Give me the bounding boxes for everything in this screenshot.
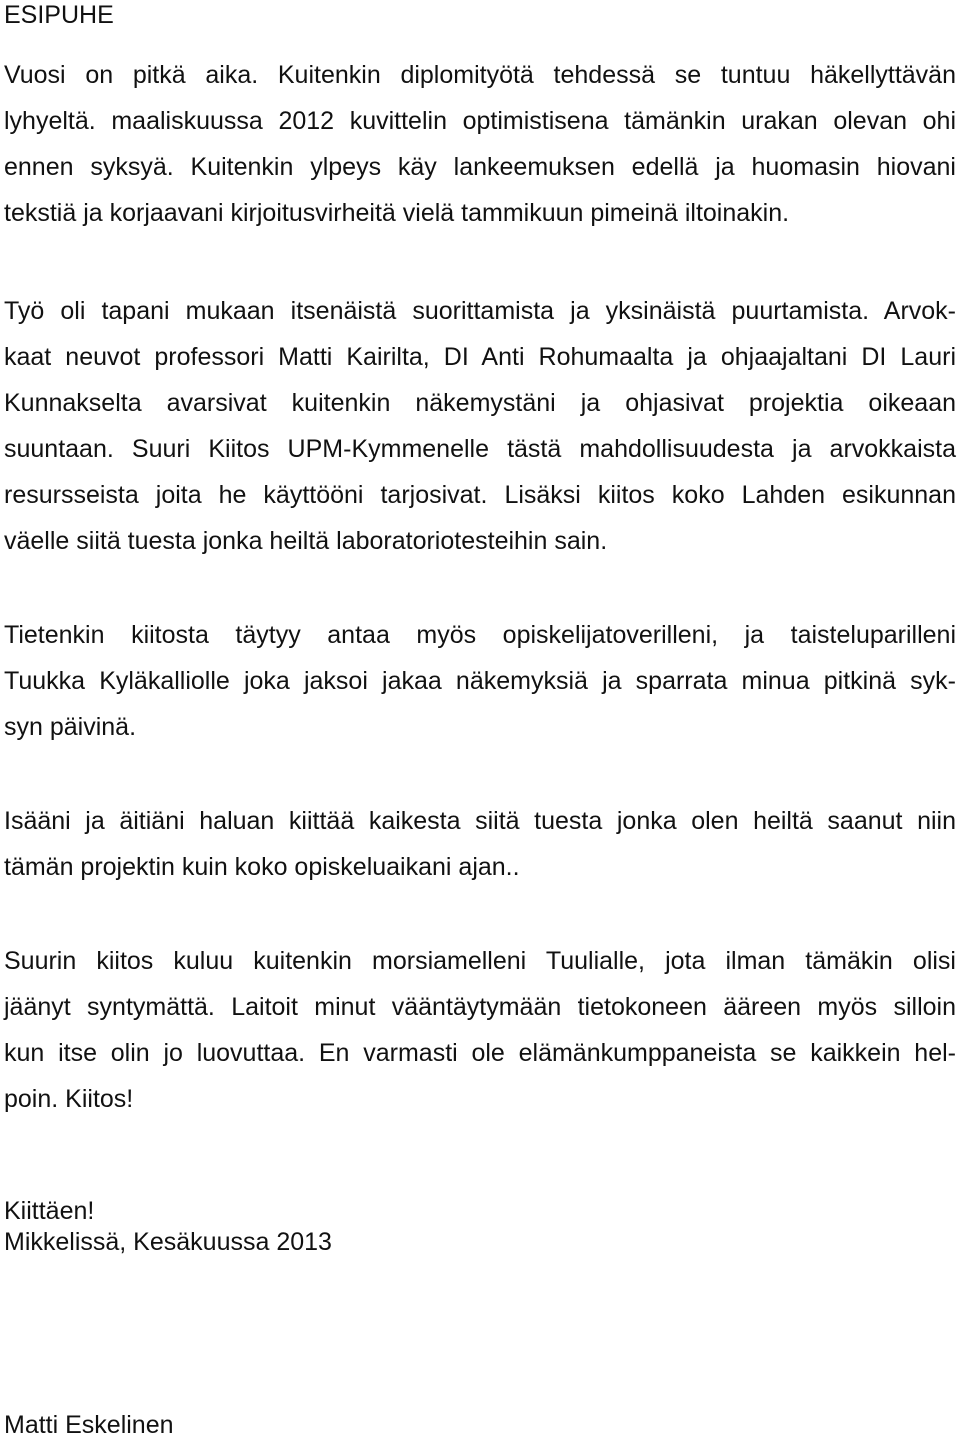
paragraph-line: väelle siitä tuesta jonka heiltä laboratoriotesteihin sain. (4, 527, 608, 555)
paragraph-line: lyhyeltä. maaliskuussa 2012 kuvittelin optimistisena tämänkin urakan olevan ohi (4, 107, 956, 135)
paragraph-line: kaat neuvot professori Matti Kairilta, DI Anti Rohumaalta ja ohjaajaltani DI Lauri (4, 343, 956, 371)
paragraph-line: jäänyt syntymättä. Laitoit minut vääntäytymään tietokoneen ääreen myös silloin (4, 993, 956, 1021)
author-signature: Matti Eskelinen (4, 1411, 174, 1439)
paragraph-line: poin. Kiitos! (4, 1085, 134, 1113)
paragraph-line: kun itse olin jo luovuttaa. En varmasti ole elämänkumppaneista se kaikkein hel- (4, 1039, 956, 1067)
paragraph-line: Kunnakselta avarsivat kuitenkin näkemystäni ja ohjasivat projektia oikeaan (4, 389, 956, 417)
closing-greeting: Kiittäen! (4, 1197, 95, 1225)
paragraph-2 (4, 288, 956, 564)
paragraph-line: Suurin kiitos kuluu kuitenkin morsiamelleni Tuulialle, jota ilman tämäkin olisi (4, 947, 956, 975)
closing-block (4, 1196, 332, 1258)
paragraph-4 (4, 798, 956, 890)
paragraph-line: resursseista joita he käyttööni tarjosivat. Lisäksi kiitos koko Lahden esikunnan (4, 481, 956, 509)
paragraph-line: ennen syksyä. Kuitenkin ylpeys käy lankeemuksen edellä ja huomasin hiovani (4, 153, 956, 181)
paragraph-line: Tietenkin kiitosta täytyy antaa myös opiskelijatoverilleni, ja taisteluparilleni (4, 621, 956, 649)
paragraph-3 (4, 612, 956, 750)
page-title: ESIPUHE (4, 1, 114, 29)
paragraph-line: tämän projektin kuin koko opiskeluaikani ajan.. (4, 853, 520, 881)
paragraph-line: Isääni ja äitiäni haluan kiittää kaikesta siitä tuesta jonka olen heiltä saanut niin (4, 807, 956, 835)
paragraph-line: tekstiä ja korjaavani kirjoitusvirheitä vielä tammikuun pimeinä iltoinakin. (4, 199, 790, 227)
paragraph-line: Vuosi on pitkä aika. Kuitenkin diplomityötä tehdessä se tuntuu häkellyttävän (4, 61, 956, 89)
paragraph-line: suuntaan. Suuri Kiitos UPM-Kymmenelle tästä mahdollisuudesta ja arvokkaista (4, 435, 956, 463)
paragraph-line: syn päivinä. (4, 713, 137, 741)
closing-place-date: Mikkelissä, Kesäkuussa 2013 (4, 1228, 332, 1256)
paragraph-line: Tuukka Kyläkalliolle joka jaksoi jakaa näkemyksiä ja sparrata minua pitkinä syk- (4, 667, 956, 695)
paragraph-line: Työ oli tapani mukaan itsenäistä suorittamista ja yksinäistä puurtamista. Arvok- (4, 297, 956, 325)
paragraph-1 (4, 52, 956, 236)
paragraph-5 (4, 938, 956, 1122)
